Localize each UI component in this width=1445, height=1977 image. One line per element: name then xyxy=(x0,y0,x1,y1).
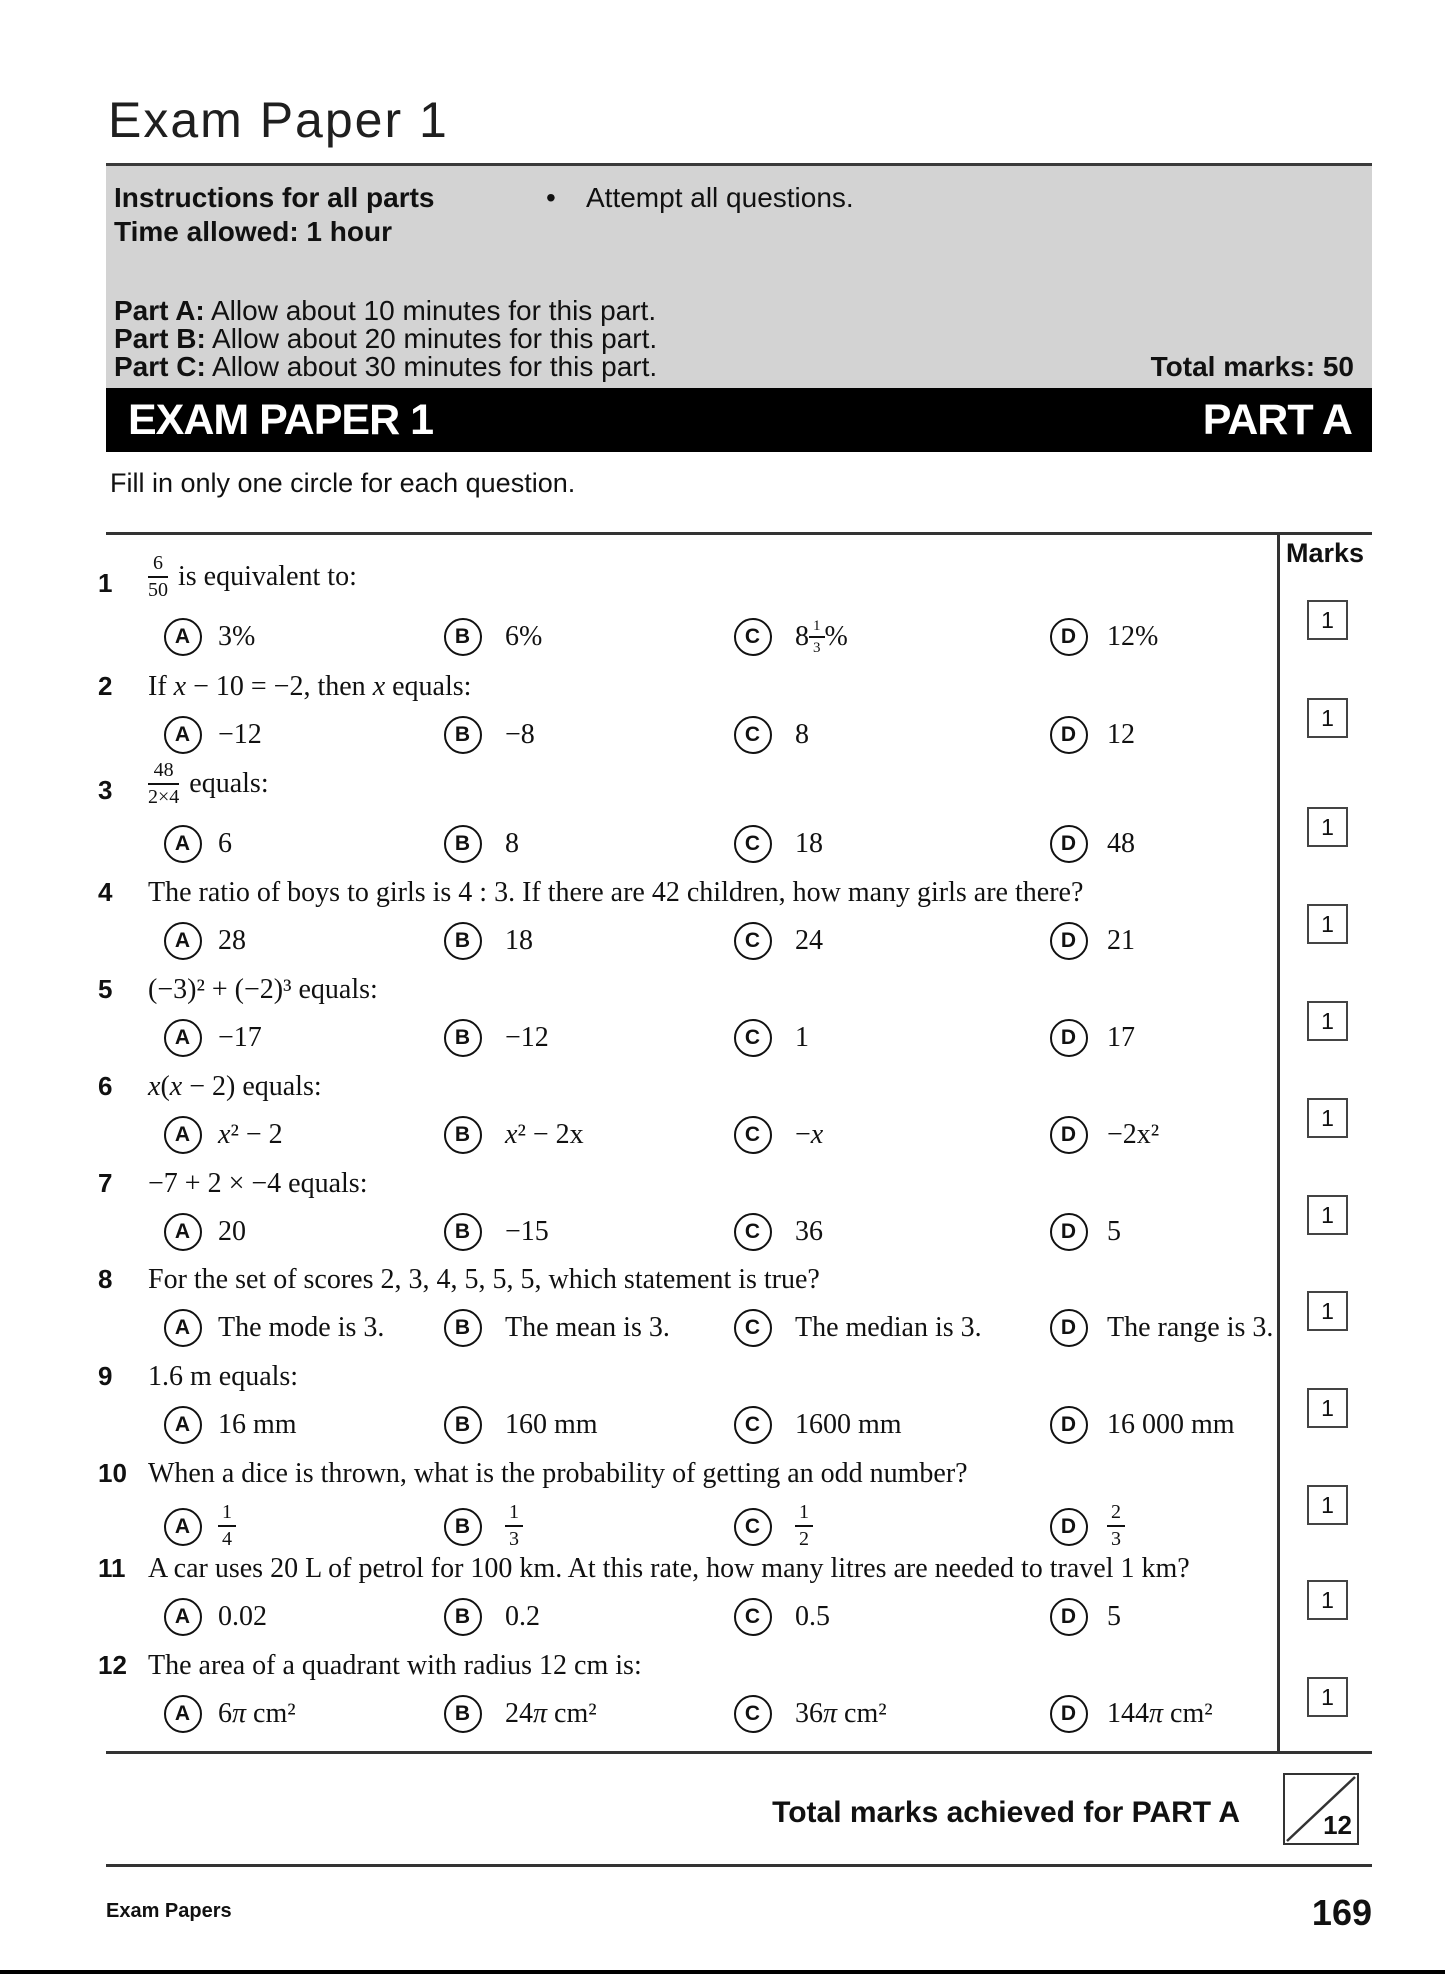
option-text: 3% xyxy=(218,621,256,652)
part-c-label: Part C: xyxy=(114,351,206,382)
question-stem: (−3)² + (−2)³ equals: xyxy=(148,974,378,1005)
table-top-rule xyxy=(106,532,1372,535)
mark-value: 1 xyxy=(1321,911,1334,937)
question-number: 2 xyxy=(98,671,113,701)
option-text: 6π cm² xyxy=(218,1698,296,1729)
option-text: 8 xyxy=(505,828,519,859)
option-circle-d[interactable] xyxy=(1050,1598,1088,1636)
option-circle-b[interactable] xyxy=(444,1508,482,1546)
question-stem: When a dice is thrown, what is the probability of getting an odd number? xyxy=(148,1458,968,1489)
option-text: −8 xyxy=(505,719,535,750)
question-stem: −7 + 2 × −4 equals: xyxy=(148,1168,368,1199)
option-letter: D xyxy=(1060,1122,1077,1146)
mark-box xyxy=(1307,1098,1348,1138)
stem-text: is equivalent to: xyxy=(178,561,357,592)
mark-box xyxy=(1307,600,1348,640)
mark-box xyxy=(1307,1001,1348,1041)
fraction: $\frac{48}{2\times 4}$ xyxy=(148,759,180,808)
option-letter: D xyxy=(1060,722,1077,746)
mark-value: 1 xyxy=(1321,705,1334,731)
part-a-text: Allow about 10 minutes for this part. xyxy=(211,295,657,326)
option-text: 6% xyxy=(505,621,543,652)
option-text: −17 xyxy=(218,1022,262,1053)
fraction: $\frac{6}{50}$ xyxy=(148,552,168,601)
fraction: $\frac{1}{3}$ xyxy=(809,617,825,657)
option-text: −15 xyxy=(505,1216,549,1247)
option-letter: D xyxy=(1060,1025,1077,1049)
option-text: −x xyxy=(795,1119,824,1150)
option-circle-b[interactable] xyxy=(444,1213,482,1251)
question-number: 6 xyxy=(98,1071,113,1101)
mark-box xyxy=(1307,1485,1348,1525)
option-circle-a[interactable] xyxy=(164,1508,202,1546)
option-circle-a[interactable] xyxy=(164,1598,202,1636)
attempt-note: Attempt all questions. xyxy=(586,182,854,213)
option-circle-a[interactable] xyxy=(164,716,202,754)
option-circle-d[interactable] xyxy=(1050,1695,1088,1733)
mark-value: 1 xyxy=(1321,1684,1334,1710)
option-circle-d[interactable] xyxy=(1050,618,1088,656)
footer-label: Exam Papers xyxy=(106,1900,232,1922)
part-a-line xyxy=(114,296,656,326)
option-text: x² − 2x xyxy=(505,1119,584,1150)
option-letter: C xyxy=(744,1514,761,1538)
option-text: 0.2 xyxy=(505,1601,540,1632)
option-letter: B xyxy=(454,1122,471,1146)
mark-value: 1 xyxy=(1321,814,1334,840)
option-circle-a[interactable] xyxy=(164,922,202,960)
mark-box xyxy=(1307,1195,1348,1235)
option-text: 5 xyxy=(1107,1216,1121,1247)
option-circle-c[interactable] xyxy=(734,922,772,960)
option-circle-b[interactable] xyxy=(444,1406,482,1444)
option-letter: A xyxy=(174,1219,191,1243)
question-stem: For the set of scores 2, 3, 4, 5, 5, 5, which statement is true? xyxy=(148,1264,820,1295)
part-c-line xyxy=(114,352,657,382)
option-circle-b[interactable] xyxy=(444,825,482,863)
option-circle-b[interactable] xyxy=(444,1309,482,1347)
mark-box xyxy=(1307,1388,1348,1428)
option-text: 12 xyxy=(1107,719,1135,750)
mark-value: 1 xyxy=(1321,607,1334,633)
option-letter: B xyxy=(454,722,471,746)
option-circle-a[interactable] xyxy=(164,1309,202,1347)
mark-value: 1 xyxy=(1321,1105,1334,1131)
time-allowed: Time allowed: 1 hour xyxy=(114,216,392,247)
option-circle-b[interactable] xyxy=(444,1116,482,1154)
part-a-label: Part A: xyxy=(114,295,205,326)
option-letter: A xyxy=(174,1315,191,1339)
instructions-box xyxy=(106,163,1372,388)
option-letter: C xyxy=(744,1122,761,1146)
option-circle-b[interactable] xyxy=(444,1695,482,1733)
option-circle-d[interactable] xyxy=(1050,1309,1088,1347)
option-letter: C xyxy=(744,1412,761,1436)
option-letter: D xyxy=(1060,1412,1077,1436)
marks-header: Marks xyxy=(1286,538,1365,568)
fraction: $\frac{2}{3}$ xyxy=(1107,1501,1125,1551)
marks-column-rule xyxy=(1277,532,1280,1754)
option-circle-c[interactable] xyxy=(734,1213,772,1251)
question-stem: 1.6 m equals: xyxy=(148,1361,299,1392)
option-text xyxy=(1107,1501,1125,1551)
option-circle-d[interactable] xyxy=(1050,716,1088,754)
option-text xyxy=(795,1501,813,1551)
option-text: 8 xyxy=(795,719,809,750)
question-stem: x(x − 2) equals: xyxy=(148,1071,322,1102)
option-text: 20 xyxy=(218,1216,246,1247)
option-circle-c[interactable] xyxy=(734,1406,772,1444)
option-text: −12 xyxy=(218,719,262,750)
mark-box xyxy=(1307,698,1348,738)
option-letter: A xyxy=(174,831,191,855)
option-text: 48 xyxy=(1107,828,1135,859)
mark-value: 1 xyxy=(1321,1298,1334,1324)
part-c-text: Allow about 30 minutes for this part. xyxy=(212,351,658,382)
section-banner xyxy=(106,388,1372,452)
option-letter: D xyxy=(1060,1315,1077,1339)
option-circle-b[interactable] xyxy=(444,716,482,754)
option-letter: B xyxy=(454,831,471,855)
option-circle-b[interactable] xyxy=(444,922,482,960)
option-letter: B xyxy=(454,1315,471,1339)
stem-text: equals: xyxy=(189,768,269,799)
option-circle-a[interactable] xyxy=(164,1116,202,1154)
option-text: 36 xyxy=(795,1216,823,1247)
option-text: 28 xyxy=(218,925,246,956)
option-circle-a[interactable] xyxy=(164,1213,202,1251)
option-letter: C xyxy=(744,1701,761,1725)
option-text: x² − 2 xyxy=(218,1119,283,1150)
option-circle-c[interactable] xyxy=(734,618,772,656)
fraction: $\frac{1}{3}$ xyxy=(505,1501,523,1551)
option-text: 24 xyxy=(795,925,823,956)
option-letter: D xyxy=(1060,1604,1077,1628)
option-circle-a[interactable] xyxy=(164,1406,202,1444)
option-text: 5 xyxy=(1107,1601,1121,1632)
score-box xyxy=(1283,1773,1359,1845)
option-letter: A xyxy=(174,722,191,746)
fill-note: Fill in only one circle for each question. xyxy=(110,468,576,498)
part-b-label: Part B: xyxy=(114,323,206,354)
option-letter: C xyxy=(744,1315,761,1339)
option-circle-d[interactable] xyxy=(1050,1019,1088,1057)
option-text: 8 $\frac{1}{3}$ % xyxy=(795,618,848,656)
banner-title: EXAM PAPER 1 xyxy=(128,396,433,444)
option-letter: A xyxy=(174,1025,191,1049)
option-letter: A xyxy=(174,928,191,952)
option-letter: A xyxy=(174,1122,191,1146)
question-number: 8 xyxy=(98,1264,113,1294)
question-number: 7 xyxy=(98,1168,113,1198)
option-text: 1600 mm xyxy=(795,1409,902,1440)
option-text: 17 xyxy=(1107,1022,1135,1053)
option-letter: B xyxy=(454,928,471,952)
mark-value: 1 xyxy=(1321,1587,1334,1613)
option-letter: B xyxy=(454,1701,471,1725)
question-number: 9 xyxy=(98,1361,113,1391)
option-circle-c[interactable] xyxy=(734,1019,772,1057)
option-text: −12 xyxy=(505,1022,549,1053)
option-circle-c[interactable] xyxy=(734,716,772,754)
total-marks: Total marks: 50 xyxy=(1150,351,1354,382)
mark-value: 1 xyxy=(1321,1008,1334,1034)
fraction: $\frac{1}{2}$ xyxy=(795,1501,813,1551)
option-circle-b[interactable] xyxy=(444,1598,482,1636)
option-letter: B xyxy=(454,1219,471,1243)
option-text: 12% xyxy=(1107,621,1159,652)
page-bottom-edge xyxy=(0,1970,1445,1974)
option-circle-d[interactable] xyxy=(1050,1508,1088,1546)
page-title: Exam Paper 1 xyxy=(108,92,449,148)
option-text: 24π cm² xyxy=(505,1698,597,1729)
option-circle-a[interactable] xyxy=(164,825,202,863)
option-letter: A xyxy=(174,1412,191,1436)
option-circle-c[interactable] xyxy=(734,1309,772,1347)
option-letter: C xyxy=(744,1604,761,1628)
option-circle-a[interactable] xyxy=(164,618,202,656)
question-number: 11 xyxy=(98,1553,126,1583)
question-stem xyxy=(148,548,357,606)
mark-box xyxy=(1307,904,1348,944)
option-letter: B xyxy=(454,1025,471,1049)
question-number: 1 xyxy=(98,568,113,598)
option-letter: C xyxy=(744,722,761,746)
mark-box xyxy=(1307,807,1348,847)
option-letter: C xyxy=(744,1025,761,1049)
question-stem: A car uses 20 L of petrol for 100 km. At this rate, how many litres are needed to travel 1 km? xyxy=(148,1553,1190,1584)
option-letter: C xyxy=(744,928,761,952)
question-number: 10 xyxy=(98,1458,127,1488)
fraction: $\frac{1}{4}$ xyxy=(218,1501,236,1551)
footer-rule xyxy=(106,1864,1372,1867)
option-letter: A xyxy=(174,1514,191,1538)
mark-box xyxy=(1307,1291,1348,1331)
question-stem: The area of a quadrant with radius 12 cm is: xyxy=(148,1650,642,1681)
option-circle-d[interactable] xyxy=(1050,825,1088,863)
option-letter: C xyxy=(744,831,761,855)
option-text: 16 mm xyxy=(218,1409,297,1440)
option-text: 6 xyxy=(218,828,232,859)
option-letter: D xyxy=(1060,831,1077,855)
option-letter: C xyxy=(744,624,761,648)
option-letter: D xyxy=(1060,928,1077,952)
option-letter: A xyxy=(174,624,191,648)
option-text: The median is 3. xyxy=(795,1312,982,1343)
option-circle-c[interactable] xyxy=(734,1695,772,1733)
mark-box xyxy=(1307,1580,1348,1620)
option-letter: B xyxy=(454,1412,471,1436)
score-value: 12 xyxy=(1323,1810,1352,1840)
mark-value: 1 xyxy=(1321,1395,1334,1421)
option-text xyxy=(218,1501,236,1551)
option-circle-b[interactable] xyxy=(444,1019,482,1057)
option-text: The mean is 3. xyxy=(505,1312,670,1343)
part-b-text: Allow about 20 minutes for this part. xyxy=(212,323,658,354)
option-text: 21 xyxy=(1107,925,1135,956)
option-letter: D xyxy=(1060,1701,1077,1725)
option-letter: D xyxy=(1060,1514,1077,1538)
option-text xyxy=(505,1501,523,1551)
total-achieved-label: Total marks achieved for PART A xyxy=(772,1796,1240,1829)
option-circle-d[interactable] xyxy=(1050,1213,1088,1251)
option-circle-a[interactable] xyxy=(164,1695,202,1733)
option-letter: D xyxy=(1060,624,1077,648)
option-text: The range is 3. xyxy=(1107,1312,1274,1343)
table-bottom-rule xyxy=(106,1751,1372,1754)
question-stem xyxy=(148,755,269,813)
option-letter: B xyxy=(454,624,471,648)
question-number: 12 xyxy=(98,1650,127,1680)
part-b-line xyxy=(114,324,657,354)
option-text: 0.02 xyxy=(218,1601,267,1632)
option-letter: A xyxy=(174,1701,191,1725)
option-circle-d[interactable] xyxy=(1050,1116,1088,1154)
option-letter: B xyxy=(454,1604,471,1628)
option-circle-d[interactable] xyxy=(1050,1406,1088,1444)
page-number: 169 xyxy=(1311,1892,1372,1933)
option-text: The mode is 3. xyxy=(218,1312,385,1343)
option-text: 144π cm² xyxy=(1107,1698,1213,1729)
question-number: 5 xyxy=(98,974,113,1004)
option-circle-c[interactable] xyxy=(734,1598,772,1636)
mark-value: 1 xyxy=(1321,1492,1334,1518)
banner-part: PART A xyxy=(1202,396,1352,444)
instructions-heading: Instructions for all parts xyxy=(114,182,435,213)
option-letter: A xyxy=(174,1604,191,1628)
option-circle-c[interactable] xyxy=(734,825,772,863)
option-text: 18 xyxy=(505,925,533,956)
question-stem: The ratio of boys to girls is 4 : 3. If there are 42 children, how many girls are there? xyxy=(148,877,1084,908)
mark-box xyxy=(1307,1677,1348,1717)
option-letter: C xyxy=(744,1219,761,1243)
option-text: 160 mm xyxy=(505,1409,598,1440)
option-text: 0.5 xyxy=(795,1601,830,1632)
bullet-icon: • xyxy=(546,182,556,213)
option-text: 16 000 mm xyxy=(1107,1409,1235,1440)
question-stem: If x − 10 = −2, then x equals: xyxy=(148,671,472,702)
option-text: 18 xyxy=(795,828,823,859)
option-circle-c[interactable] xyxy=(734,1508,772,1546)
option-text: −2x² xyxy=(1107,1119,1160,1150)
option-text: 1 xyxy=(795,1022,809,1053)
option-circle-b[interactable] xyxy=(444,618,482,656)
option-circle-c[interactable] xyxy=(734,1116,772,1154)
mark-value: 1 xyxy=(1321,1202,1334,1228)
question-number: 3 xyxy=(98,775,113,805)
option-text: 36π cm² xyxy=(795,1698,887,1729)
option-letter: D xyxy=(1060,1219,1077,1243)
option-letter: B xyxy=(454,1514,471,1538)
option-circle-a[interactable] xyxy=(164,1019,202,1057)
question-number: 4 xyxy=(98,877,113,907)
option-circle-d[interactable] xyxy=(1050,922,1088,960)
